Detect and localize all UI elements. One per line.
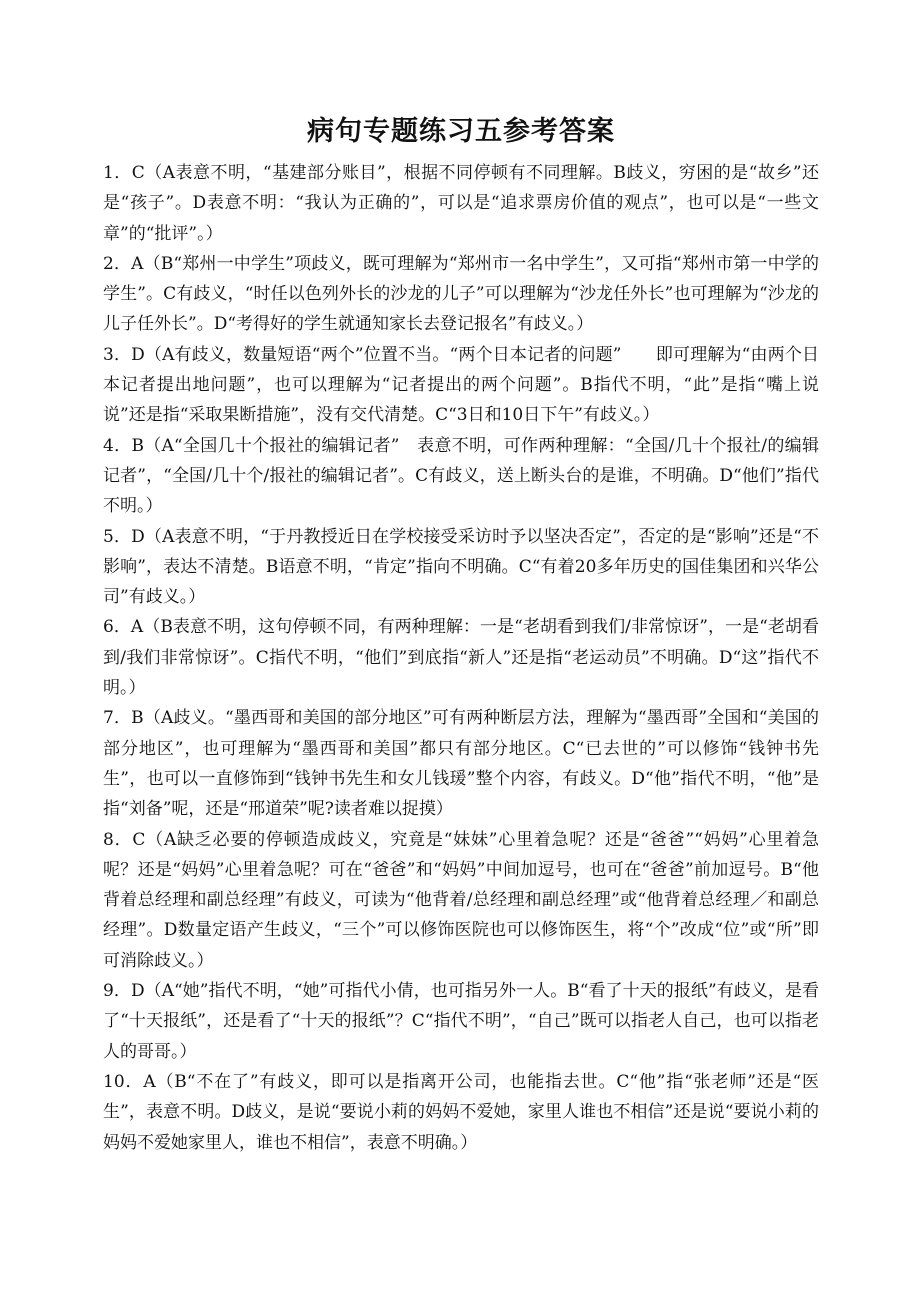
answer-item-5: 5．D（A表意不明，“于丹教授近日在学校接受采访时予以坚决否定”，否定的是“影响”还是“不影响”，表达不清楚。B语意不明，“肯定”指向不明确。C“有着20多年历史的国佳集团和兴华公司”有歧义。）	[103, 526, 819, 608]
answer-item-10: 10．A（B“不在了”有歧义，即可以是指离开公司，也能指去世。C“他”指“张老师”还是“医生”，表意不明。D歧义，是说“要说小莉的妈妈不爱她，家里人谁也不相信”还是说“要说小莉的妈妈不爱她家里人，谁也不相信”，表意不明确。）	[103, 1071, 819, 1153]
answer-item-1: 1．C（A表意不明，“基建部分账目”，根据不同停顿有不同理解。B歧义，穷困的是“故乡”还是“孩子”。D表意不明：“我认为正确的”，可以是“追求票房价值的观点”，也可以是“一些文章”的“批评”。）	[103, 163, 819, 244]
answer-item-3: 3．D（A有歧义，数量短语“两个”位置不当。“两个日本记者的问题” 即可理解为“由两个日本记者提出地问题”，也可以理解为“记者提出的两个问题”。B指代不明，“此”是指“嘴上说说”还是指“采取果断措施”，没有交代清楚。C“3日和10日下午”有歧义。）	[103, 344, 819, 426]
page-title: 病句专题练习五参考答案	[307, 116, 615, 147]
answer-item-6: 6．A（B表意不明，这句停顿不同，有两种理解：一是“老胡看到我们/非常惊讶”，一是“老胡看到/我们非常惊讶”。C指代不明，“他们”到底指“新人”还是指“老运动员”不明确。D“这”指代不明。）	[103, 617, 819, 699]
answer-item-4: 4．B（A“全国几十个报社的编辑记者” 表意不明，可作两种理解：“全国/几十个报社/的编辑记者”，“全国/几十个/报社的编辑记者”。C有歧义，送上断头台的是谁，不明确。D“他们”指代不明。）	[103, 435, 819, 517]
answer-item-2: 2．A（B“郑州一中学生”项歧义，既可理解为“郑州市一名中学生”，又可指“郑州市第一中学的学生”。C有歧义，“时任以色列外长的沙龙的儿子”可以理解为“沙龙任外长”也可理解为“沙龙的儿子任外长”。D“考得好的学生就通知家长去登记报名”有歧义。）	[103, 253, 819, 335]
answer-list	[103, 158, 819, 1158]
answer-item-8: 8．C（A缺乏必要的停顿造成歧义，究竟是“妹妹”心里着急呢？还是“爸爸”“妈妈”心里着急呢？还是“妈妈”心里着急呢？可在“爸爸”和“妈妈”中间加逗号，也可在“爸爸”前加逗号。B“他背着总经理和副总经理”有歧义，可读为“他背着/总经理和副总经理”或“他背着总经理／和副总经理”。D数量定语产生歧义，“三个”可以修饰医院也可以修饰医生，将“个”改成“位”或“所”即可消除歧义。）	[103, 829, 819, 971]
answer-item-7: 7．B（A歧义。“墨西哥和美国的部分地区”可有两种断层方法，理解为“墨西哥”全国和“美国的部分地区”，也可理解为“墨西哥和美国”都只有部分地区。C“已去世的”可以修饰“钱钟书先生”，也可以一直修饰到“钱钟书先生和女儿钱瑗”整个内容，有歧义。D“他”指代不明，“他”是指“刘备”呢，还是“邢道荣”呢?读者难以捉摸）	[103, 708, 819, 820]
answer-item-9: 9．D（A“她”指代不明，“她”可指代小倩，也可指另外一人。B“看了十天的报纸”有歧义，是看了“十天报纸”，还是看了“十天的报纸”？C“指代不明”，“自己”既可以指老人自己，也可以指老人的哥哥。）	[103, 981, 819, 1062]
answer-sheet	[103, 112, 819, 1158]
